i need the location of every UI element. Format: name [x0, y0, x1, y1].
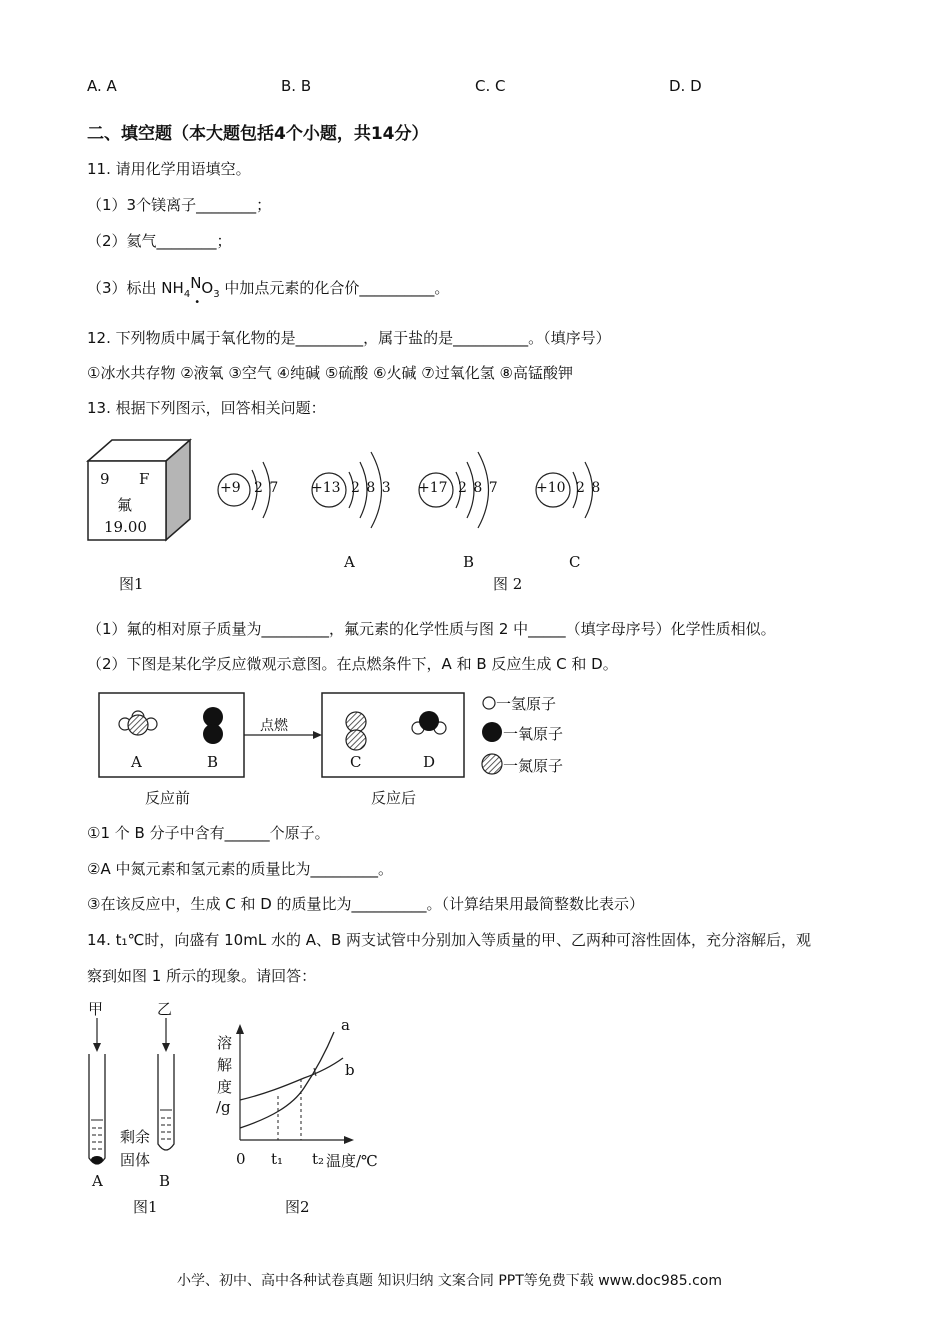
- x-axis-label: 温度/℃: [326, 1152, 378, 1170]
- nucleus-charge: +17: [418, 480, 448, 496]
- q14-stem-line2: 察到如图 1 所示的现象。请回答：: [87, 967, 317, 985]
- q11-part3: [87, 274, 450, 308]
- q13-part2: （2）下图是某化学反应微观示意图。在点燃条件下，A 和 B 反应生成 C 和 D。: [87, 655, 618, 673]
- tube-label-b: B: [159, 1172, 171, 1190]
- subscript-3: 3: [213, 289, 220, 300]
- t1-label: t₁: [271, 1150, 284, 1168]
- shell-electrons: 2 8: [576, 480, 601, 496]
- remaining-solid-line2: 固体: [120, 1151, 151, 1169]
- atom-label-c: C: [569, 553, 581, 571]
- q11-part2: （2）氦气________；: [87, 232, 232, 250]
- atom-diagram-c: [534, 440, 614, 540]
- legend-nitrogen: 一氮原子: [503, 757, 564, 775]
- oxygen-symbol: O: [201, 279, 214, 297]
- element-symbol: F: [139, 470, 150, 488]
- legend-hydrogen: 一氢原子: [496, 695, 557, 713]
- atom-label-a: A: [344, 553, 355, 571]
- product-label-c: C: [350, 753, 362, 771]
- q13-sub3: ③在该反应中，生成 C 和 D 的质量比为__________。（计算结果用最简整数比表示）: [87, 895, 645, 913]
- footer-text: 小学、初中、高中各种试卷真题 知识归纳 文案合同 PPT等免费下载 www.doc985.com: [177, 1273, 722, 1289]
- atomic-mass: 19.00: [104, 518, 147, 536]
- reactant-label-a: A: [131, 753, 142, 771]
- tube-label-a: A: [92, 1172, 103, 1190]
- q11-part1: （1）3个镁离子________；: [87, 196, 272, 214]
- fig1-caption-q14: 图1: [133, 1198, 158, 1216]
- q11-stem: 11. 请用化学用语填空。: [87, 160, 251, 178]
- curve-a-label: a: [341, 1016, 350, 1034]
- fig2-caption: 图 2: [493, 575, 523, 593]
- ignite-label: 点燃: [260, 718, 288, 734]
- q12-items: ①冰水共存物 ②液氧 ③空气 ④纯碱 ⑤硫酸 ⑥火碱 ⑦过氧化氢 ⑧高锰酸钾: [87, 364, 573, 382]
- y-axis-label-4: /g: [216, 1098, 231, 1116]
- atom-diagram-b: [415, 432, 505, 548]
- fig1-caption: 图1: [119, 575, 144, 593]
- q13-part1: （1）氟的相对原子质量为_________，氟元素的化学性质与图 2 中_____（填字母序号）化学性质相似。: [87, 620, 776, 638]
- legend-oxygen: 一氧原子: [503, 725, 564, 743]
- shell-electrons: 2 7: [254, 480, 279, 496]
- product-label-d: D: [423, 753, 436, 771]
- nucleus-charge: +9: [220, 480, 241, 496]
- q13-sub2: ②A 中氮元素和氢元素的质量比为_________。: [87, 860, 393, 878]
- option-d: D. D: [669, 77, 702, 95]
- label-yi: 乙: [157, 1000, 173, 1018]
- q14-stem-line1: 14. t₁℃时，向盛有 10mL 水的 A、B 两支试管中分别加入等质量的甲、乙两种可溶性固体，充分溶解后，观: [87, 931, 812, 949]
- y-axis-label-2: 解: [217, 1056, 233, 1074]
- atom-label-b: B: [463, 553, 475, 571]
- label-jia: 甲: [88, 1000, 104, 1018]
- curve-a: [240, 1032, 334, 1128]
- curve-b: [240, 1058, 343, 1100]
- y-axis-label-1: 溶: [217, 1034, 233, 1052]
- q11-part3-prefix: （3）标出 NH: [87, 279, 184, 297]
- curve-b-label: b: [345, 1061, 355, 1079]
- origin-label: 0: [236, 1150, 246, 1168]
- y-axis-label-3: 度: [217, 1078, 233, 1096]
- option-a: A. A: [87, 77, 117, 95]
- t2-label: t₂: [312, 1150, 325, 1168]
- fig2-caption-q14: 图2: [285, 1198, 310, 1216]
- q11-part3-suffix: 中加点元素的化合价__________。: [219, 279, 450, 297]
- reactant-label-b: B: [207, 753, 219, 771]
- nucleus-charge: +13: [311, 480, 341, 496]
- atomic-number: 9: [100, 470, 110, 488]
- q13-stem: 13. 根据下列图示，回答相关问题：: [87, 399, 326, 417]
- q13-sub1: ①1 个 B 分子中含有______个原子。: [87, 824, 330, 842]
- element-name: 氟: [117, 496, 133, 514]
- after-caption: 反应后: [371, 789, 417, 807]
- option-b: B. B: [281, 77, 312, 95]
- option-c: C. C: [475, 77, 506, 95]
- subscript-4: 4: [183, 289, 191, 300]
- remaining-solid-line1: 剩余: [120, 1128, 151, 1146]
- shell-electrons: 2 8 7: [458, 480, 498, 496]
- shell-electrons: 2 8 3: [351, 480, 391, 496]
- dotted-n: N •: [190, 274, 202, 308]
- atom-diagram-a: [308, 432, 398, 548]
- atom-diagram-fluorine: [216, 440, 286, 540]
- nucleus-charge: +10: [536, 480, 566, 496]
- before-caption: 反应前: [145, 789, 191, 807]
- section-title: 二、填空题（本大题包括4个小题，共14分）: [87, 124, 429, 144]
- q12-stem: 12. 下列物质中属于氧化物的是_________，属于盐的是__________。（填序号）: [87, 329, 611, 347]
